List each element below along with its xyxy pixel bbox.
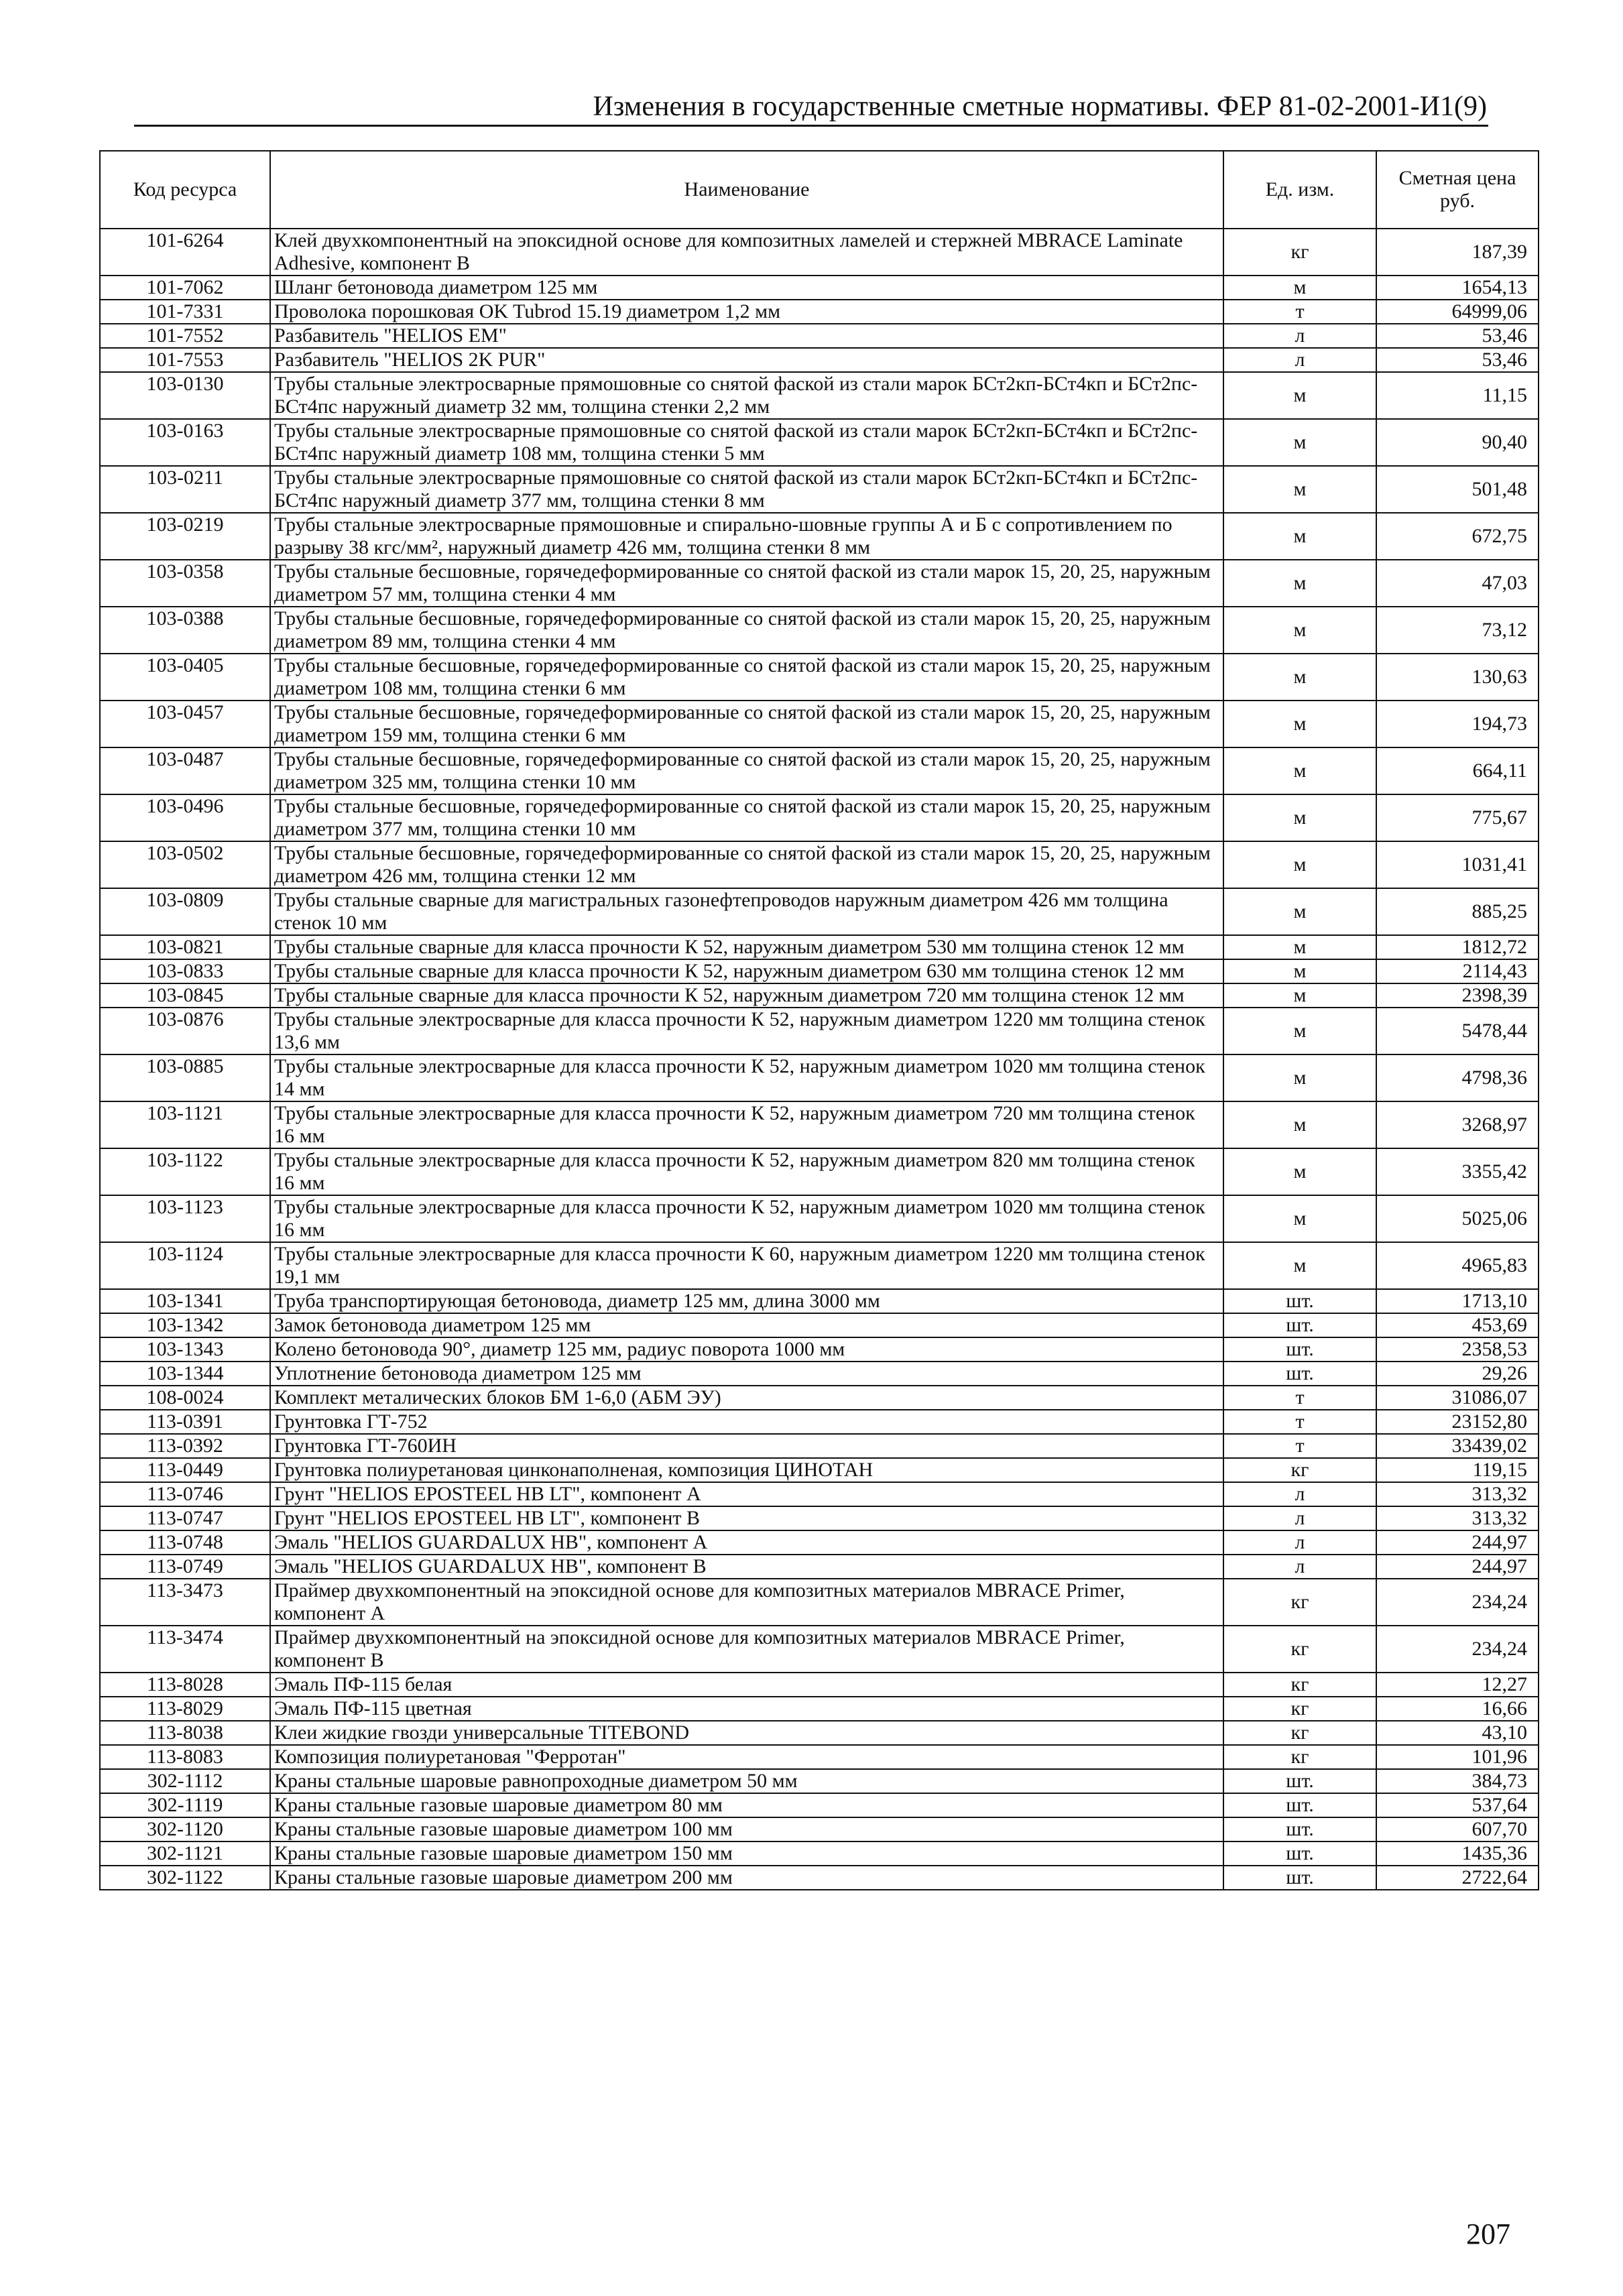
resource-name-cell: Трубы стальные электросварные прямошовные со снятой фаской из стали марок БСт2кп-БСт4кп и БСт2пс-БСт4пс наружный диаметр 108 мм, толщина стенки 5 мм <box>270 419 1223 466</box>
table-row <box>100 1793 1539 1817</box>
unit-cell: кг <box>1223 1697 1376 1721</box>
resource-code-cell: 103-0845 <box>100 983 270 1008</box>
table-row <box>100 1530 1539 1555</box>
resource-code-cell: 113-8028 <box>100 1673 270 1697</box>
resource-name-cell: Эмаль "HELIOS GUARDALUX HB", компонент А <box>270 1530 1223 1555</box>
price-cell: 2398,39 <box>1376 983 1539 1008</box>
resource-code-cell: 103-0457 <box>100 701 270 747</box>
price-cell: 453,69 <box>1376 1313 1539 1337</box>
price-cell: 607,70 <box>1376 1817 1539 1841</box>
resource-name-cell: Трубы стальные электросварные для класса прочности К 52, наружным диаметром 1020 мм толщина стенок 16 мм <box>270 1195 1223 1242</box>
resource-name-cell: Трубы стальные сварные для класса прочности К 52, наружным диаметром 530 мм толщина стенок 12 мм <box>270 935 1223 959</box>
table-row <box>100 701 1539 747</box>
resource-code-cell: 103-0219 <box>100 513 270 560</box>
resource-code-cell: 101-7552 <box>100 324 270 348</box>
resource-name-cell: Трубы стальные электросварные для класса прочности К 52, наружным диаметром 820 мм толщина стенок 16 мм <box>270 1148 1223 1195</box>
resource-name-cell: Разбавитель "HELIOS EM" <box>270 324 1223 348</box>
resource-name-cell: Трубы стальные бесшовные, горячедеформированные со снятой фаской из стали марок 15, 20, 25, наружным диаметром 57 мм, толщина стенки 4 мм <box>270 560 1223 607</box>
resource-code-cell: 113-8029 <box>100 1697 270 1721</box>
resource-name-cell: Трубы стальные электросварные прямошовные и спирально-шовные группы А и Б с сопротивлением по разрыву 38 кгс/мм², наружный диаметр 426 мм, толщина стенки 8 мм <box>270 513 1223 560</box>
resource-code-cell: 103-1123 <box>100 1195 270 1242</box>
table-row <box>100 1362 1539 1386</box>
resource-code-cell: 108-0024 <box>100 1386 270 1410</box>
table-row <box>100 1148 1539 1195</box>
unit-cell: м <box>1223 701 1376 747</box>
price-cell: 47,03 <box>1376 560 1539 607</box>
resource-name-cell: Краны стальные газовые шаровые диаметром 80 мм <box>270 1793 1223 1817</box>
table-body <box>100 229 1539 1890</box>
table-row <box>100 1555 1539 1579</box>
price-cell: 501,48 <box>1376 466 1539 513</box>
resource-name-cell: Трубы стальные бесшовные, горячедеформированные со снятой фаской из стали марок 15, 20, 25, наружным диаметром 377 мм, толщина стенки 10 мм <box>270 794 1223 841</box>
table-row <box>100 1386 1539 1410</box>
resource-code-cell: 103-1124 <box>100 1242 270 1289</box>
price-cell: 194,73 <box>1376 701 1539 747</box>
unit-cell: кг <box>1223 1721 1376 1745</box>
price-cell: 1435,36 <box>1376 1841 1539 1866</box>
table-row <box>100 348 1539 372</box>
resource-name-cell: Праймер двухкомпонентный на эпоксидной основе для композитных материалов MBRACE Primer, компонент В <box>270 1626 1223 1673</box>
unit-cell: м <box>1223 959 1376 983</box>
resource-code-cell: 113-3473 <box>100 1579 270 1626</box>
table-header-row <box>100 151 1539 229</box>
unit-cell: л <box>1223 1506 1376 1530</box>
unit-cell: м <box>1223 1101 1376 1148</box>
price-cell: 244,97 <box>1376 1530 1539 1555</box>
price-cell: 672,75 <box>1376 513 1539 560</box>
price-cell: 1654,13 <box>1376 276 1539 300</box>
table-row <box>100 1841 1539 1866</box>
resource-name-cell: Эмаль ПФ-115 белая <box>270 1673 1223 1697</box>
unit-cell: т <box>1223 300 1376 324</box>
price-cell: 90,40 <box>1376 419 1539 466</box>
resource-code-cell: 103-0496 <box>100 794 270 841</box>
price-cell: 43,10 <box>1376 1721 1539 1745</box>
unit-cell: м <box>1223 513 1376 560</box>
table-row <box>100 1817 1539 1841</box>
table-row <box>100 1458 1539 1482</box>
table-row <box>100 1866 1539 1890</box>
table-row <box>100 1195 1539 1242</box>
price-cell: 16,66 <box>1376 1697 1539 1721</box>
resource-name-cell: Колено бетоновода 90°, диаметр 125 мм, радиус поворота 1000 мм <box>270 1337 1223 1362</box>
unit-cell: кг <box>1223 1626 1376 1673</box>
resource-name-cell: Замок бетоновода диаметром 125 мм <box>270 1313 1223 1337</box>
resource-name-cell: Грунтовка ГТ-760ИН <box>270 1434 1223 1458</box>
unit-cell: м <box>1223 1148 1376 1195</box>
resource-name-cell: Разбавитель "HELIOS 2K PUR" <box>270 348 1223 372</box>
document-title: Изменения в государственные сметные нормативы. ФЕР 81-02-2001-И1(9) <box>593 91 1487 122</box>
unit-cell: м <box>1223 1008 1376 1054</box>
table-row <box>100 1745 1539 1769</box>
price-cell: 2358,53 <box>1376 1337 1539 1362</box>
resource-name-cell: Трубы стальные электросварные для класса прочности К 52, наружным диаметром 1220 мм толщина стенок 13,6 мм <box>270 1008 1223 1054</box>
unit-cell: м <box>1223 276 1376 300</box>
resource-name-cell: Краны стальные шаровые равнопроходные диаметром 50 мм <box>270 1769 1223 1793</box>
unit-cell: м <box>1223 1242 1376 1289</box>
resource-code-cell: 103-0405 <box>100 654 270 701</box>
column-header-price: Сметная цена руб. <box>1376 151 1539 229</box>
unit-cell: м <box>1223 419 1376 466</box>
table-row <box>100 1008 1539 1054</box>
resource-name-cell: Шланг бетоновода диаметром 125 мм <box>270 276 1223 300</box>
table-row <box>100 1673 1539 1697</box>
resource-name-cell: Грунтовка полиуретановая цинконаполненая, композиция ЦИНОТАН <box>270 1458 1223 1482</box>
resource-code-cell: 103-1122 <box>100 1148 270 1195</box>
resource-code-cell: 113-0392 <box>100 1434 270 1458</box>
resource-code-cell: 103-0487 <box>100 747 270 794</box>
table-row <box>100 1313 1539 1337</box>
unit-cell: л <box>1223 1482 1376 1506</box>
unit-cell: м <box>1223 935 1376 959</box>
resource-code-cell: 302-1121 <box>100 1841 270 1866</box>
table-row <box>100 794 1539 841</box>
price-cell: 73,12 <box>1376 607 1539 654</box>
table-row <box>100 1101 1539 1148</box>
table-row <box>100 1482 1539 1506</box>
resource-code-cell: 103-0885 <box>100 1054 270 1101</box>
price-cell: 384,73 <box>1376 1769 1539 1793</box>
table-row <box>100 300 1539 324</box>
table-row <box>100 1242 1539 1289</box>
table-row <box>100 372 1539 419</box>
price-cell: 1713,10 <box>1376 1289 1539 1313</box>
table-row <box>100 276 1539 300</box>
resource-code-cell: 302-1112 <box>100 1769 270 1793</box>
resource-code-cell: 103-0833 <box>100 959 270 983</box>
table-row <box>100 747 1539 794</box>
price-cell: 12,27 <box>1376 1673 1539 1697</box>
unit-cell: м <box>1223 560 1376 607</box>
table-row <box>100 1054 1539 1101</box>
resource-code-cell: 103-0130 <box>100 372 270 419</box>
table-row <box>100 1506 1539 1530</box>
price-cell: 53,46 <box>1376 324 1539 348</box>
unit-cell: м <box>1223 747 1376 794</box>
resource-name-cell: Краны стальные газовые шаровые диаметром 100 мм <box>270 1817 1223 1841</box>
resource-code-cell: 103-0211 <box>100 466 270 513</box>
resource-name-cell: Трубы стальные бесшовные, горячедеформированные со снятой фаской из стали марок 15, 20, 25, наружным диаметром 108 мм, толщина стенки 6 мм <box>270 654 1223 701</box>
resource-name-cell: Трубы стальные электросварные для класса прочности К 52, наружным диаметром 1020 мм толщина стенок 14 мм <box>270 1054 1223 1101</box>
unit-cell: м <box>1223 654 1376 701</box>
resource-name-cell: Трубы стальные сварные для магистральных газонефтепроводов наружным диаметром 426 мм толщина стенок 10 мм <box>270 888 1223 935</box>
table-row <box>100 959 1539 983</box>
unit-cell: кг <box>1223 1745 1376 1769</box>
price-cell: 130,63 <box>1376 654 1539 701</box>
resource-code-cell: 113-0748 <box>100 1530 270 1555</box>
price-cell: 313,32 <box>1376 1506 1539 1530</box>
table-row <box>100 983 1539 1008</box>
unit-cell: кг <box>1223 229 1376 276</box>
resource-name-cell: Грунтовка ГТ-752 <box>270 1410 1223 1434</box>
table-row <box>100 1410 1539 1434</box>
resource-name-cell: Трубы стальные электросварные прямошовные со снятой фаской из стали марок БСт2кп-БСт4кп и БСт2пс-БСт4пс наружный диаметр 377 мм, толщина стенки 8 мм <box>270 466 1223 513</box>
resource-name-cell: Уплотнение бетоновода диаметром 125 мм <box>270 1362 1223 1386</box>
table-row <box>100 654 1539 701</box>
table-row <box>100 888 1539 935</box>
resource-name-cell: Трубы стальные сварные для класса прочности К 52, наружным диаметром 630 мм толщина стенок 12 мм <box>270 959 1223 983</box>
table-row <box>100 1721 1539 1745</box>
resource-code-cell: 103-1121 <box>100 1101 270 1148</box>
price-cell: 31086,07 <box>1376 1386 1539 1410</box>
table-row <box>100 1337 1539 1362</box>
resource-code-cell: 113-0746 <box>100 1482 270 1506</box>
price-cell: 2114,43 <box>1376 959 1539 983</box>
resource-code-cell: 103-0502 <box>100 841 270 888</box>
resource-name-cell: Эмаль "HELIOS GUARDALUX HB", компонент В <box>270 1555 1223 1579</box>
table-row <box>100 466 1539 513</box>
resource-code-cell: 101-7553 <box>100 348 270 372</box>
price-cell: 187,39 <box>1376 229 1539 276</box>
resource-code-cell: 113-8083 <box>100 1745 270 1769</box>
unit-cell: шт. <box>1223 1841 1376 1866</box>
unit-cell: кг <box>1223 1458 1376 1482</box>
unit-cell: л <box>1223 324 1376 348</box>
resource-code-cell: 103-0821 <box>100 935 270 959</box>
resource-code-cell: 103-0809 <box>100 888 270 935</box>
resource-code-cell: 113-0749 <box>100 1555 270 1579</box>
price-cell: 33439,02 <box>1376 1434 1539 1458</box>
unit-cell: м <box>1223 841 1376 888</box>
table-row <box>100 1579 1539 1626</box>
resource-name-cell: Трубы стальные электросварные для класса прочности К 60, наружным диаметром 1220 мм толщина стенок 19,1 мм <box>270 1242 1223 1289</box>
resource-name-cell: Клей двухкомпонентный на эпоксидной основе для композитных ламелей и стержней MBRACE Laminate Adhesive, компонент В <box>270 229 1223 276</box>
price-cell: 885,25 <box>1376 888 1539 935</box>
resource-name-cell: Трубы стальные бесшовные, горячедеформированные со снятой фаской из стали марок 15, 20, 25, наружным диаметром 89 мм, толщина стенки 4 мм <box>270 607 1223 654</box>
unit-cell: т <box>1223 1434 1376 1458</box>
resource-code-cell: 103-1343 <box>100 1337 270 1362</box>
unit-cell: т <box>1223 1386 1376 1410</box>
table-row <box>100 324 1539 348</box>
unit-cell: м <box>1223 983 1376 1008</box>
resource-code-cell: 113-3474 <box>100 1626 270 1673</box>
price-cell: 3355,42 <box>1376 1148 1539 1195</box>
unit-cell: т <box>1223 1410 1376 1434</box>
column-header-unit: Ед. изм. <box>1223 151 1376 229</box>
price-cell: 119,15 <box>1376 1458 1539 1482</box>
table-row <box>100 419 1539 466</box>
price-cell: 234,24 <box>1376 1626 1539 1673</box>
price-cell: 11,15 <box>1376 372 1539 419</box>
resource-name-cell: Краны стальные газовые шаровые диаметром 150 мм <box>270 1841 1223 1866</box>
resource-name-cell: Краны стальные газовые шаровые диаметром 200 мм <box>270 1866 1223 1890</box>
resource-code-cell: 103-1342 <box>100 1313 270 1337</box>
unit-cell: шт. <box>1223 1313 1376 1337</box>
price-cell: 4798,36 <box>1376 1054 1539 1101</box>
price-cell: 29,26 <box>1376 1362 1539 1386</box>
table-row <box>100 1289 1539 1313</box>
resource-name-cell: Композиция полиуретановая "Ферротан" <box>270 1745 1223 1769</box>
resource-code-cell: 302-1122 <box>100 1866 270 1890</box>
price-cell: 537,64 <box>1376 1793 1539 1817</box>
resource-name-cell: Клеи жидкие гвозди универсальные TITEBOND <box>270 1721 1223 1745</box>
resource-code-cell: 101-7331 <box>100 300 270 324</box>
resource-code-cell: 103-0876 <box>100 1008 270 1054</box>
resource-code-cell: 103-0163 <box>100 419 270 466</box>
resource-code-cell: 113-8038 <box>100 1721 270 1745</box>
resource-code-cell: 302-1120 <box>100 1817 270 1841</box>
resource-code-cell: 103-1344 <box>100 1362 270 1386</box>
unit-cell: л <box>1223 1530 1376 1555</box>
price-cell: 23152,80 <box>1376 1410 1539 1434</box>
resource-name-cell: Проволока порошковая OK Tubrod 15.19 диаметром 1,2 мм <box>270 300 1223 324</box>
table-row <box>100 1626 1539 1673</box>
unit-cell: л <box>1223 348 1376 372</box>
table-row <box>100 560 1539 607</box>
unit-cell: м <box>1223 466 1376 513</box>
unit-cell: л <box>1223 1555 1376 1579</box>
price-cell: 64999,06 <box>1376 300 1539 324</box>
price-cell: 244,97 <box>1376 1555 1539 1579</box>
resource-name-cell: Трубы стальные бесшовные, горячедеформированные со снятой фаской из стали марок 15, 20, 25, наружным диаметром 325 мм, толщина стенки 10 мм <box>270 747 1223 794</box>
resource-code-cell: 113-0391 <box>100 1410 270 1434</box>
unit-cell: шт. <box>1223 1817 1376 1841</box>
unit-cell: м <box>1223 607 1376 654</box>
unit-cell: кг <box>1223 1673 1376 1697</box>
column-header-code: Код ресурса <box>100 151 270 229</box>
unit-cell: м <box>1223 888 1376 935</box>
resource-name-cell: Праймер двухкомпонентный на эпоксидной основе для композитных материалов MBRACE Primer, компонент А <box>270 1579 1223 1626</box>
table-row <box>100 1697 1539 1721</box>
unit-cell: м <box>1223 1054 1376 1101</box>
resource-name-cell: Труба транспортирующая бетоновода, диаметр 125 мм, длина 3000 мм <box>270 1289 1223 1313</box>
resource-name-cell: Трубы стальные сварные для класса прочности К 52, наружным диаметром 720 мм толщина стенок 12 мм <box>270 983 1223 1008</box>
resource-name-cell: Трубы стальные бесшовные, горячедеформированные со снятой фаской из стали марок 15, 20, 25, наружным диаметром 159 мм, толщина стенки 6 мм <box>270 701 1223 747</box>
resource-name-cell: Трубы стальные бесшовные, горячедеформированные со снятой фаской из стали марок 15, 20, 25, наружным диаметром 426 мм, толщина стенки 12 мм <box>270 841 1223 888</box>
resource-name-cell: Трубы стальные электросварные для класса прочности К 52, наружным диаметром 720 мм толщина стенок 16 мм <box>270 1101 1223 1148</box>
resource-code-cell: 103-0358 <box>100 560 270 607</box>
price-cell: 1812,72 <box>1376 935 1539 959</box>
resource-name-cell: Грунт "HELIOS EPOSTEEL HB LT", компонент В <box>270 1506 1223 1530</box>
unit-cell: шт. <box>1223 1289 1376 1313</box>
unit-cell: шт. <box>1223 1337 1376 1362</box>
price-cell: 664,11 <box>1376 747 1539 794</box>
table-row <box>100 1434 1539 1458</box>
price-cell: 1031,41 <box>1376 841 1539 888</box>
price-cell: 5478,44 <box>1376 1008 1539 1054</box>
unit-cell: м <box>1223 372 1376 419</box>
page-header <box>134 87 1488 127</box>
table-row <box>100 1769 1539 1793</box>
unit-cell: м <box>1223 1195 1376 1242</box>
table-row <box>100 841 1539 888</box>
price-cell: 101,96 <box>1376 1745 1539 1769</box>
unit-cell: шт. <box>1223 1769 1376 1793</box>
price-cell: 4965,83 <box>1376 1242 1539 1289</box>
resource-name-cell: Комплект металических блоков БМ 1-6,0 (АБМ ЭУ) <box>270 1386 1223 1410</box>
price-cell: 3268,97 <box>1376 1101 1539 1148</box>
resource-code-cell: 101-6264 <box>100 229 270 276</box>
resource-name-cell: Трубы стальные электросварные прямошовные со снятой фаской из стали марок БСт2кп-БСт4кп и БСт2пс-БСт4пс наружный диаметр 32 мм, толщина стенки 2,2 мм <box>270 372 1223 419</box>
resource-code-cell: 101-7062 <box>100 276 270 300</box>
unit-cell: шт. <box>1223 1362 1376 1386</box>
unit-cell: м <box>1223 794 1376 841</box>
price-cell: 53,46 <box>1376 348 1539 372</box>
resource-code-cell: 103-0388 <box>100 607 270 654</box>
unit-cell: кг <box>1223 1579 1376 1626</box>
table-row <box>100 935 1539 959</box>
price-cell: 775,67 <box>1376 794 1539 841</box>
price-cell: 2722,64 <box>1376 1866 1539 1890</box>
column-header-name: Наименование <box>270 151 1223 229</box>
resource-price-table <box>99 150 1539 1890</box>
resource-code-cell: 302-1119 <box>100 1793 270 1817</box>
unit-cell: шт. <box>1223 1866 1376 1890</box>
price-cell: 313,32 <box>1376 1482 1539 1506</box>
price-cell: 5025,06 <box>1376 1195 1539 1242</box>
resource-code-cell: 113-0449 <box>100 1458 270 1482</box>
resource-name-cell: Эмаль ПФ-115 цветная <box>270 1697 1223 1721</box>
resource-code-cell: 113-0747 <box>100 1506 270 1530</box>
page-number: 207 <box>1466 2218 1510 2250</box>
resource-code-cell: 103-1341 <box>100 1289 270 1313</box>
table-row <box>100 513 1539 560</box>
table-row <box>100 607 1539 654</box>
price-cell: 234,24 <box>1376 1579 1539 1626</box>
table-row <box>100 229 1539 276</box>
resource-name-cell: Грунт "HELIOS EPOSTEEL HB LT", компонент А <box>270 1482 1223 1506</box>
unit-cell: шт. <box>1223 1793 1376 1817</box>
